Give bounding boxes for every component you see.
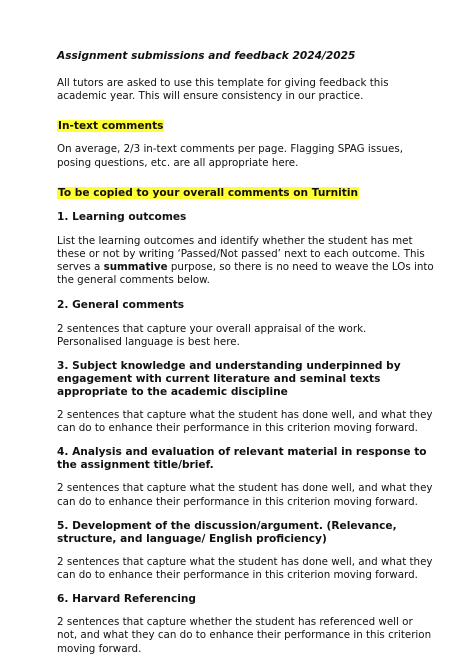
intext-comments-heading: In-text comments xyxy=(58,120,164,133)
harvard-referencing-body: 2 sentences that capture whether the student has referenced well or not, and what they can do to enhance their performance in this criterion moving forward. xyxy=(57,616,432,655)
intext-comments-body: On average, 2/3 in-text comments per page. Flagging SPAG issues, posing questions, etc. are all appropriate here. xyxy=(57,143,403,169)
learning-outcomes-heading: 1. Learning outcomes xyxy=(57,210,187,223)
learning-outcomes-body-part-b: purpose, so there is no need to weave the LOs into the general comments below. xyxy=(57,261,434,287)
discussion-argument-body: 2 sentences that capture what the student has done well, and what they can do to enhance their performance in this criterion moving forward. xyxy=(57,555,433,582)
turnitin-heading: To be copied to your overall comments on Turnitin xyxy=(58,186,358,199)
analysis-evaluation-body: 2 sentences that capture what the student has done well, and what they can do to enhance their performance in this criterion moving forward. xyxy=(57,482,433,508)
general-comments-body: 2 sentences that capture your overall appraisal of the work. Personalised language is best here. xyxy=(57,322,367,348)
harvard-referencing-heading: 6. Harvard Referencing xyxy=(57,593,196,606)
summative-emphasis: summative xyxy=(103,261,168,274)
learning-outcomes-body-part-a: List the learning outcomes and identify whether the student has met these or not by writing ‘Passed/Not passed’ next to each outcome. This serves a xyxy=(57,234,425,274)
subject-knowledge-body: 2 sentences that capture what the student has done well, and what they can do to enhance their performance in this criterion moving forward. xyxy=(57,409,433,435)
intro-paragraph: All tutors are asked to use this template for giving feedback this academic year. This will ensure consistency in our practice. xyxy=(57,77,389,103)
subject-knowledge-heading: 3. Subject knowledge and understanding underpinned by engagement with current literature and seminal texts appropriate to the academic discipline xyxy=(57,360,401,399)
analysis-evaluation-heading: 4. Analysis and evaluation of relevant material in response to the assignment title/brief. xyxy=(57,446,427,472)
document-title: Assignment submissions and feedback 2024/2025 xyxy=(57,50,356,62)
learning-outcomes-body xyxy=(57,235,434,288)
general-comments-heading: 2. General comments xyxy=(57,298,185,311)
discussion-argument-heading: 5. Development of the discussion/argument. (Relevance, structure, and language/ English proficiency) xyxy=(57,519,397,545)
